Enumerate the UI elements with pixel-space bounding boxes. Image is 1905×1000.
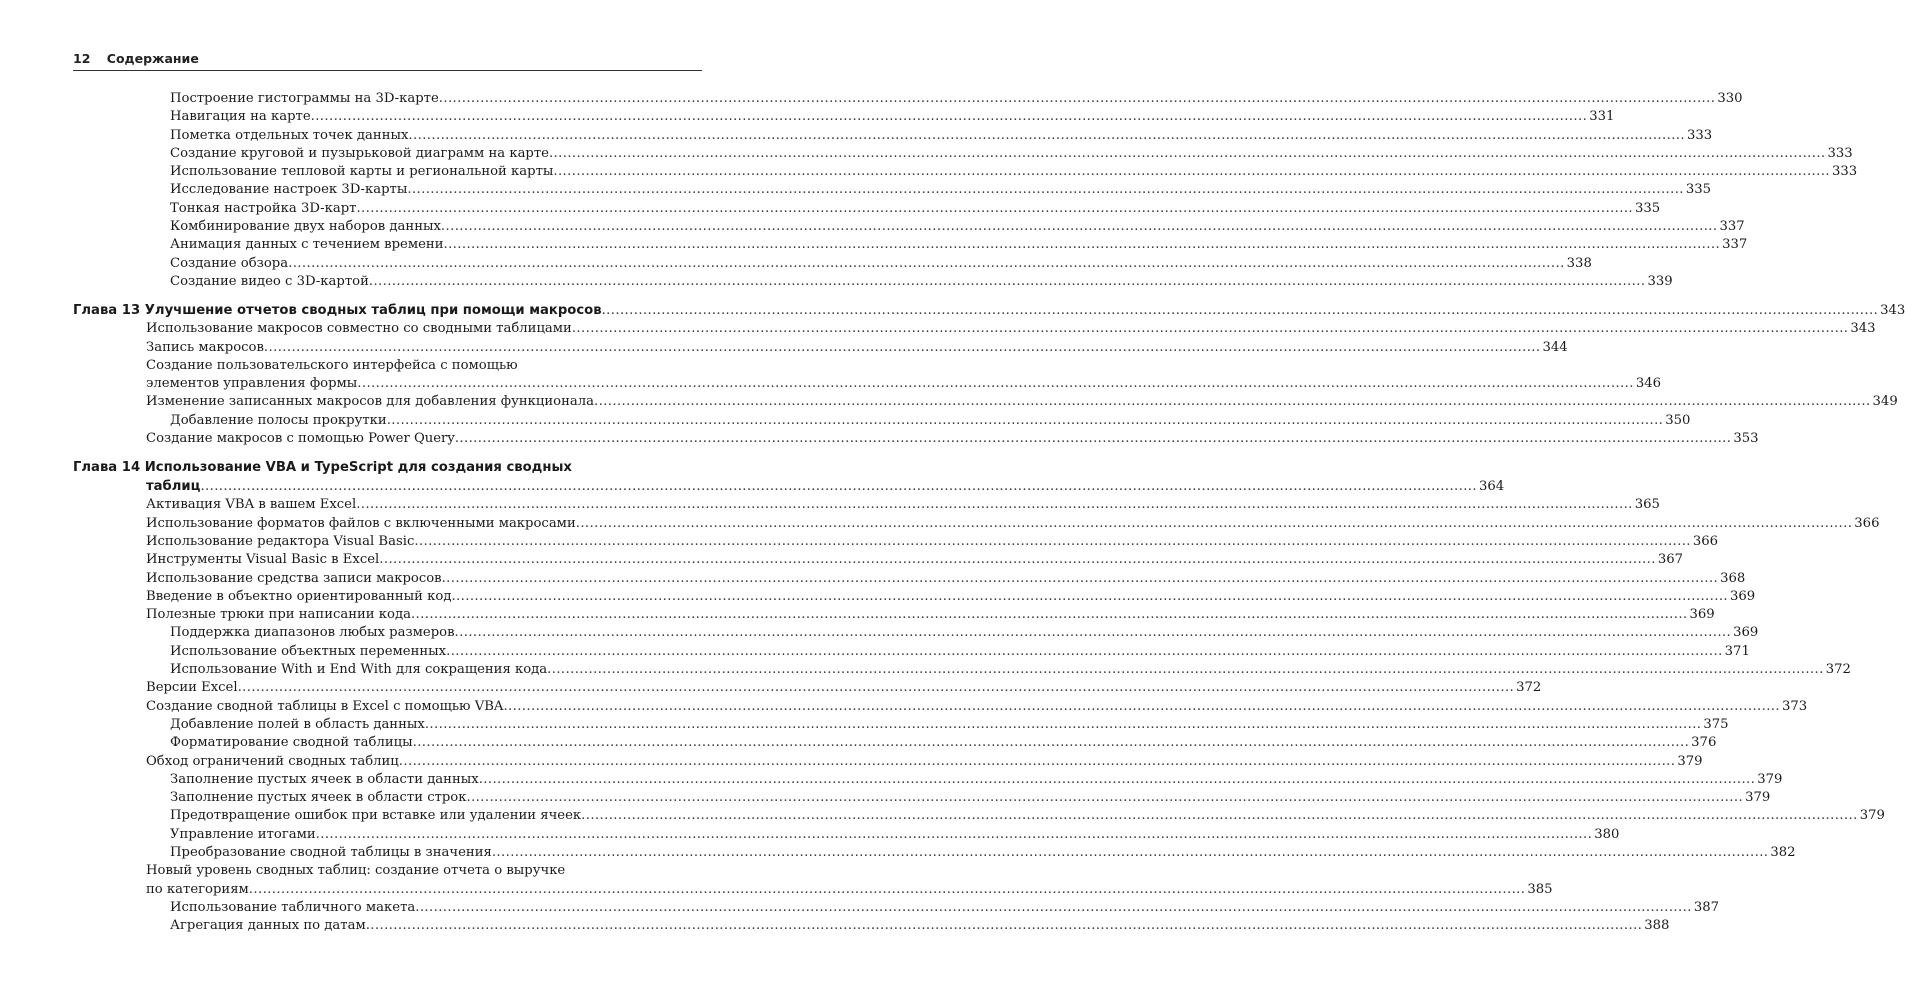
section-spacer (73, 448, 702, 458)
entry-page-number: 335 (1635, 200, 1661, 216)
toc-entry[interactable] (73, 881, 1553, 899)
chapter-title-row[interactable] (73, 301, 1905, 320)
dot-leader (444, 236, 1721, 254)
dot-leader (316, 826, 1593, 844)
chapter-heading[interactable] (73, 301, 1905, 320)
entry-page-number: 372 (1516, 680, 1542, 696)
dot-leader (356, 200, 1633, 218)
entry-title: Форматирование сводной таблицы (170, 735, 413, 751)
entry-title: Исследование настроек 3D-карты (170, 182, 408, 198)
toc-entry[interactable] (73, 807, 1885, 825)
dot-leader (549, 145, 1826, 163)
entry-title: Заполнение пустых ячеек в области строк (170, 790, 467, 806)
toc-entry[interactable] (73, 412, 1691, 430)
entry-title: Использование редактора Visual Basic (146, 533, 415, 549)
toc-entry[interactable] (73, 917, 1670, 935)
dot-leader (467, 789, 1744, 807)
toc-entry[interactable] (73, 255, 1592, 273)
toc-entry[interactable] (73, 734, 1717, 752)
entry-page-number: 373 (1782, 698, 1808, 714)
entry-page-number: 369 (1689, 607, 1715, 623)
entry-page-number: 337 (1719, 219, 1745, 235)
toc-entry[interactable] (73, 551, 1683, 569)
dot-leader (415, 899, 1692, 917)
entry-page-number: 343 (1880, 303, 1905, 319)
entry-title: Тонкая настройка 3D-карт (170, 200, 357, 216)
dot-leader (581, 807, 1858, 825)
entry-page-number: 350 (1665, 412, 1691, 428)
entry-title: Использование средства записи макросов (146, 570, 442, 586)
dot-leader (408, 127, 1685, 145)
entry-title: Заполнение пустых ячеек в области данных (170, 771, 479, 787)
entry-title: Добавление полей в область данных (170, 716, 425, 732)
toc-entry-line: Новый уровень сводных таблиц: создание отчета о выручке (146, 863, 566, 879)
entry-page-number: 385 (1527, 881, 1553, 897)
entry-title: таблиц (146, 479, 201, 495)
entry-title: Использование форматов файлов с включенными макросами (146, 515, 576, 531)
entry-title: Навигация на карте (170, 109, 311, 125)
entry-page-number: 333 (1827, 145, 1853, 161)
toc-entry[interactable] (73, 200, 1661, 218)
entry-page-number: 343 (1850, 321, 1876, 337)
toc-entry[interactable] (73, 339, 1568, 357)
dot-leader (602, 301, 1879, 320)
toc-entry[interactable] (73, 661, 1851, 679)
entry-page-number: 376 (1691, 735, 1717, 751)
toc-entry[interactable] (73, 826, 1620, 844)
entry-title: Предотвращение ошибок при вставке или удалении ячеек (170, 808, 582, 824)
entry-title: Пометка отдельных точек данных (170, 127, 409, 143)
toc-entry[interactable] (73, 844, 1796, 862)
dot-leader (572, 320, 1849, 338)
entry-page-number: 366 (1692, 533, 1719, 549)
entry-title: Создание обзора (170, 255, 289, 271)
table-of-contents (73, 90, 1905, 935)
entry-page-number: 365 (1634, 497, 1660, 513)
dot-leader (356, 496, 1633, 514)
entry-title: Изменение записанных макросов для добавления функционала (146, 394, 594, 410)
dot-leader (594, 393, 1871, 411)
dot-leader (441, 218, 1718, 236)
entry-page-number: 368 (1720, 570, 1746, 586)
toc-entry[interactable] (73, 145, 1853, 163)
dot-leader (407, 181, 1684, 199)
entry-title: Использование макросов совместно со сводными таблицами (146, 321, 572, 337)
dot-leader (357, 375, 1634, 393)
header-page-number: 12 (73, 51, 91, 66)
entry-title: Создание сводной таблицы в Excel с помощью VBA (146, 698, 504, 714)
toc-entry[interactable] (73, 218, 1745, 236)
entry-title: по категориям (146, 881, 249, 897)
toc-entry[interactable] (73, 163, 1858, 181)
entry-title: Полезные трюки при написании кода (146, 607, 411, 623)
entry-title: Использование табличного макета (170, 899, 416, 915)
toc-entry[interactable] (73, 273, 1673, 291)
entry-page-number: 333 (1686, 127, 1713, 143)
entry-title: Использование объектных переменных (170, 643, 447, 659)
dot-leader (503, 698, 1780, 716)
entry-title: Инструменты Visual Basic в Excel (146, 552, 380, 568)
dot-leader (455, 624, 1732, 642)
toc-entry[interactable] (73, 375, 1662, 393)
toc-entry[interactable] (73, 181, 1712, 199)
entry-page-number: 379 (1745, 790, 1771, 806)
toc-entry-line: Создание пользовательского интерфейса с помощью (146, 357, 518, 373)
dot-leader (547, 661, 1824, 679)
entry-page-number: 331 (1589, 109, 1615, 125)
entry-title: Преобразование сводной таблицы в значения (170, 844, 492, 860)
toc-entry[interactable] (73, 496, 1660, 514)
entry-page-number: 367 (1657, 552, 1683, 568)
entry-page-number: 371 (1724, 643, 1750, 659)
dot-leader (439, 90, 1716, 108)
toc-entry[interactable] (73, 393, 1898, 411)
entry-page-number: 379 (1859, 808, 1885, 824)
toc-entry[interactable] (73, 533, 1719, 551)
dot-leader (264, 339, 1541, 357)
entry-title: Добавление полосы прокрутки (170, 412, 387, 428)
toc-entry[interactable] (73, 716, 1729, 734)
toc-entry[interactable] (73, 588, 1756, 606)
entry-title: Комбинирование двух наборов данных (170, 219, 441, 235)
entry-title: Глава 13 Улучшение отчетов сводных таблиц при помощи макросов (73, 303, 602, 319)
toc-entry[interactable] (73, 430, 1759, 448)
dot-leader (425, 716, 1702, 734)
dot-leader (446, 643, 1723, 661)
dot-leader (442, 570, 1719, 588)
entry-title: Агрегация данных по датам (170, 918, 366, 934)
entry-title: Создание круговой и пузырьковой диаграмм на карте (170, 145, 549, 161)
entry-page-number: 379 (1757, 771, 1783, 787)
entry-page-number: 372 (1825, 662, 1851, 678)
entry-page-number: 382 (1770, 844, 1796, 860)
dot-leader (413, 734, 1690, 752)
toc-entry[interactable] (73, 698, 1808, 716)
toc-entry[interactable] (73, 236, 1748, 254)
toc-entry[interactable] (73, 899, 1719, 917)
toc-entry[interactable] (73, 127, 1713, 145)
entry-page-number: 366 (1854, 515, 1880, 531)
entry-page-number: 379 (1677, 753, 1703, 769)
dot-leader (200, 477, 1477, 496)
entry-title: Версии Excel (146, 680, 238, 696)
toc-entry[interactable] (73, 90, 1743, 108)
entry-page-number: 349 (1872, 394, 1898, 410)
entry-title: Построение гистограммы на 3D-карте (170, 91, 439, 106)
toc-entry[interactable] (73, 515, 1880, 533)
entry-title: Запись макросов (146, 339, 264, 355)
section-spacer (73, 291, 702, 301)
entry-title: Обход ограничений сводных таблиц (146, 753, 399, 769)
entry-title: Анимация данных с течением времени (170, 237, 444, 253)
entry-page-number: 369 (1730, 588, 1756, 604)
dot-leader (366, 917, 1643, 935)
dot-leader (411, 606, 1688, 624)
dot-leader (414, 533, 1691, 551)
dot-leader (249, 881, 1526, 899)
dot-leader (379, 551, 1656, 569)
dot-leader (553, 163, 1830, 181)
dot-leader (451, 588, 1728, 606)
toc-entry[interactable] (73, 108, 1615, 126)
dot-leader (455, 430, 1732, 448)
chapter-title-line: Глава 14 Использование VBA и TypeScript для создания сводных (73, 460, 572, 476)
chapter-heading[interactable] (73, 458, 1505, 496)
dot-leader (399, 753, 1676, 771)
toc-entry[interactable] (73, 570, 1746, 588)
dot-leader (288, 255, 1565, 273)
entry-page-number: 339 (1647, 273, 1673, 289)
entry-title: Введение в объектно ориентированный код (146, 588, 452, 604)
toc-entry[interactable] (73, 789, 1771, 807)
dot-leader (492, 844, 1769, 862)
entry-title: Создание видео с 3D-картой (170, 273, 369, 289)
entry-title: Использование With и End With для сокращения кода (170, 662, 548, 678)
toc-entry[interactable] (73, 753, 1703, 771)
entry-title: Поддержка диапазонов любых размеров (170, 625, 455, 641)
entry-page-number: 364 (1479, 479, 1505, 495)
dot-leader (576, 515, 1853, 533)
entry-page-number: 353 (1733, 431, 1759, 447)
entry-title: Управление итогами (170, 826, 316, 842)
entry-page-number: 338 (1566, 255, 1592, 271)
header-title: Содержание (106, 51, 199, 66)
toc-entry[interactable] (73, 320, 1876, 338)
chapter-title-row[interactable] (73, 477, 1505, 496)
toc-entry[interactable] (73, 624, 1759, 642)
dot-leader (387, 412, 1664, 430)
toc-entry[interactable] (73, 606, 1715, 624)
toc-entry[interactable] (73, 643, 1750, 661)
entry-page-number: 330 (1717, 91, 1743, 106)
dot-leader (311, 108, 1588, 126)
dot-leader (238, 679, 1515, 697)
entry-page-number: 337 (1722, 237, 1748, 253)
entry-page-number: 346 (1635, 376, 1662, 392)
entry-page-number: 335 (1685, 182, 1712, 198)
entry-page-number: 380 (1594, 826, 1620, 842)
entry-title: Активация VBA в вашем Excel (146, 497, 357, 513)
toc-entry[interactable] (73, 771, 1783, 789)
entry-page-number: 333 (1831, 164, 1858, 180)
entry-title: элементов управления формы (146, 376, 358, 392)
entry-page-number: 388 (1644, 918, 1670, 934)
toc-entry[interactable] (73, 679, 1542, 697)
entry-title: Использование тепловой карты и региональной карты (170, 164, 554, 180)
running-header (73, 51, 702, 66)
entry-page-number: 369 (1733, 625, 1759, 641)
header-rule (73, 70, 702, 71)
dot-leader (479, 771, 1756, 789)
entry-page-number: 387 (1693, 899, 1719, 915)
entry-title: Создание макросов с помощью Power Query (146, 431, 455, 447)
entry-page-number: 375 (1703, 716, 1729, 732)
entry-page-number: 344 (1542, 339, 1568, 355)
dot-leader (369, 273, 1646, 291)
